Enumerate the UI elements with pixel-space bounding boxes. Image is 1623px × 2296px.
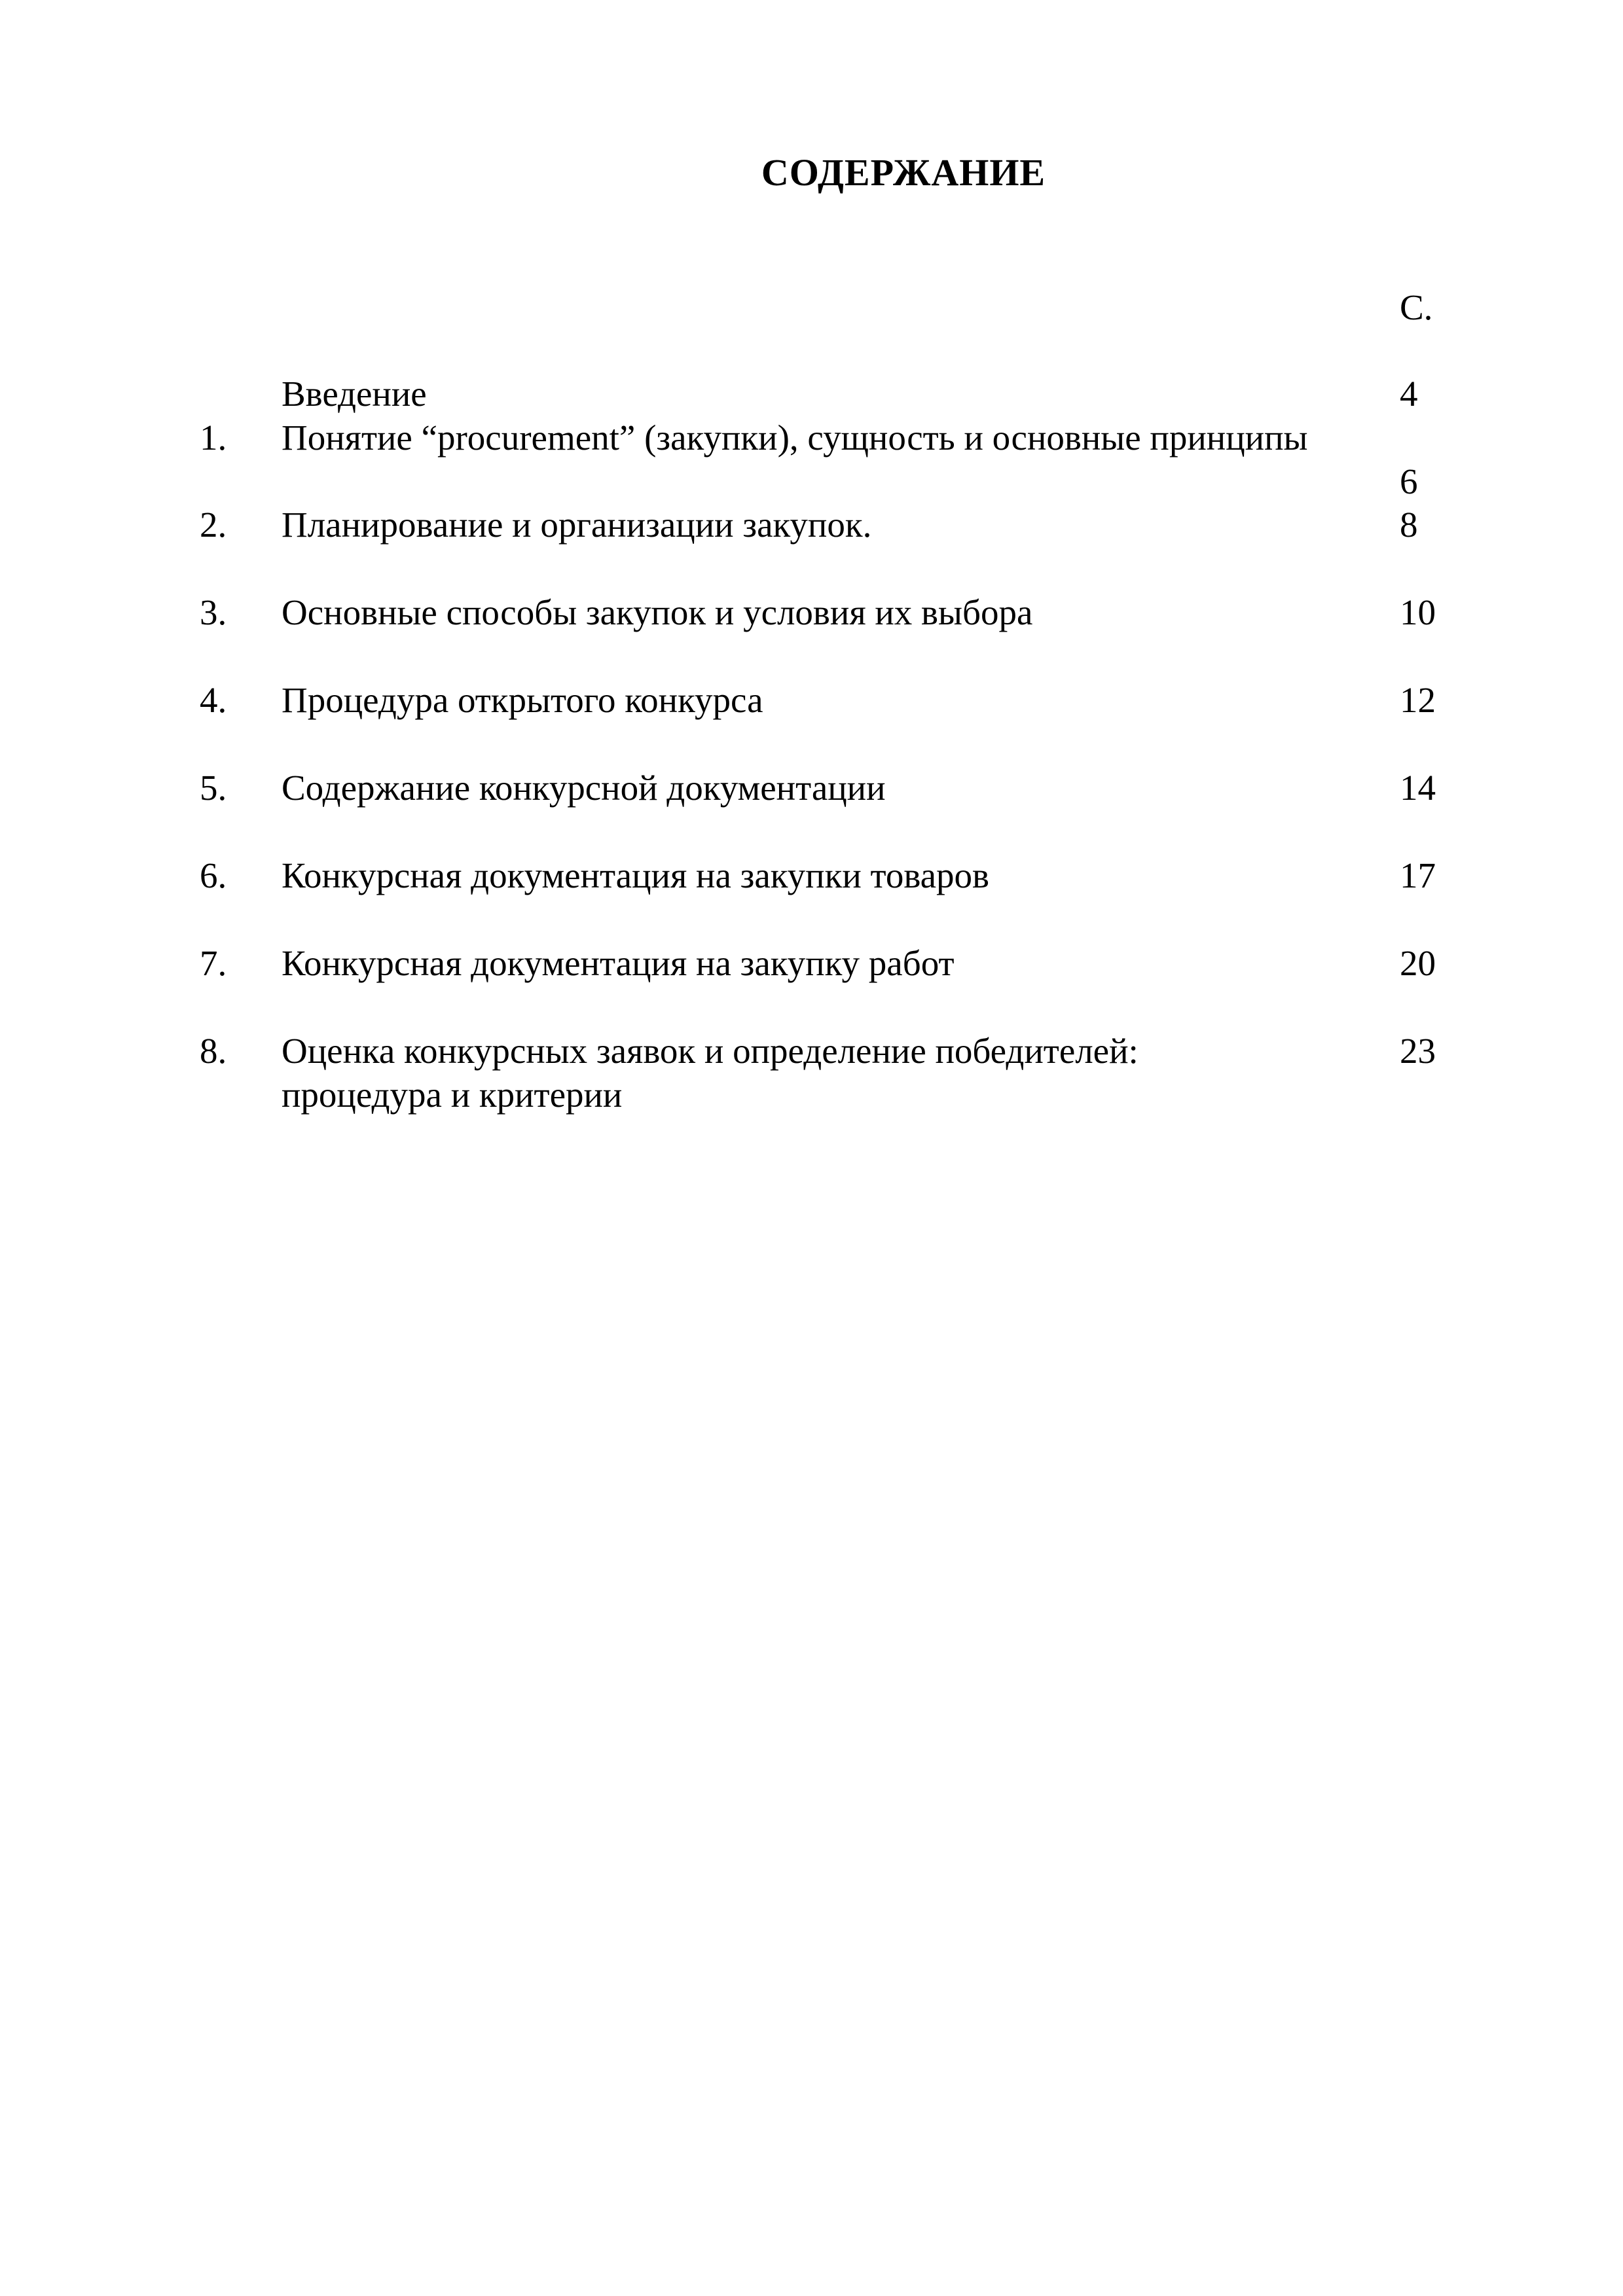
page-column-label: С. bbox=[1400, 287, 1433, 327]
toc-entry-page: 8 bbox=[1400, 505, 1418, 545]
toc-entry-page: 10 bbox=[1400, 592, 1436, 632]
toc-entry-title: Конкурсная документация на закупки товаров bbox=[282, 855, 989, 895]
toc-entry-number: 2. bbox=[200, 505, 227, 545]
toc-entry-number: 4. bbox=[200, 680, 227, 720]
toc-entry-title: Введение bbox=[282, 374, 427, 414]
toc-entry-page: 17 bbox=[1400, 855, 1436, 895]
toc-entry-page: 14 bbox=[1400, 768, 1436, 808]
toc-entry-number: 5. bbox=[200, 768, 227, 808]
page-title: СОДЕРЖАНИЕ bbox=[761, 151, 1046, 194]
toc-entry-number: 1. bbox=[200, 418, 227, 457]
toc-entry-title: Процедура открытого конкурса bbox=[282, 680, 763, 720]
toc-entry-title: Понятие “procurement” (закупки), сущность и основные принципы bbox=[282, 418, 1308, 457]
toc-entry-title: Планирование и организации закупок. bbox=[282, 505, 872, 545]
toc-entry-page: 6 bbox=[1400, 461, 1418, 501]
toc-entry-title: Содержание конкурсной документации bbox=[282, 768, 886, 808]
toc-entry-title: Основные способы закупок и условия их выбора bbox=[282, 592, 1033, 632]
toc-entry-page: 4 bbox=[1400, 374, 1418, 414]
toc-entry-number: 7. bbox=[200, 943, 227, 983]
toc-entry-title: Конкурсная документация на закупку работ bbox=[282, 943, 955, 983]
toc-entry-number: 8. bbox=[200, 1031, 227, 1071]
toc-entry-title: Оценка конкурсных заявок и определение победителей: процедура и критерии bbox=[282, 1031, 1139, 1115]
toc-entry-page: 23 bbox=[1400, 1031, 1436, 1071]
toc-entry-page: 12 bbox=[1400, 680, 1436, 720]
toc-entry-page: 20 bbox=[1400, 943, 1436, 983]
toc-entry-number: 6. bbox=[200, 855, 227, 895]
toc-entry-number: 3. bbox=[200, 592, 227, 632]
